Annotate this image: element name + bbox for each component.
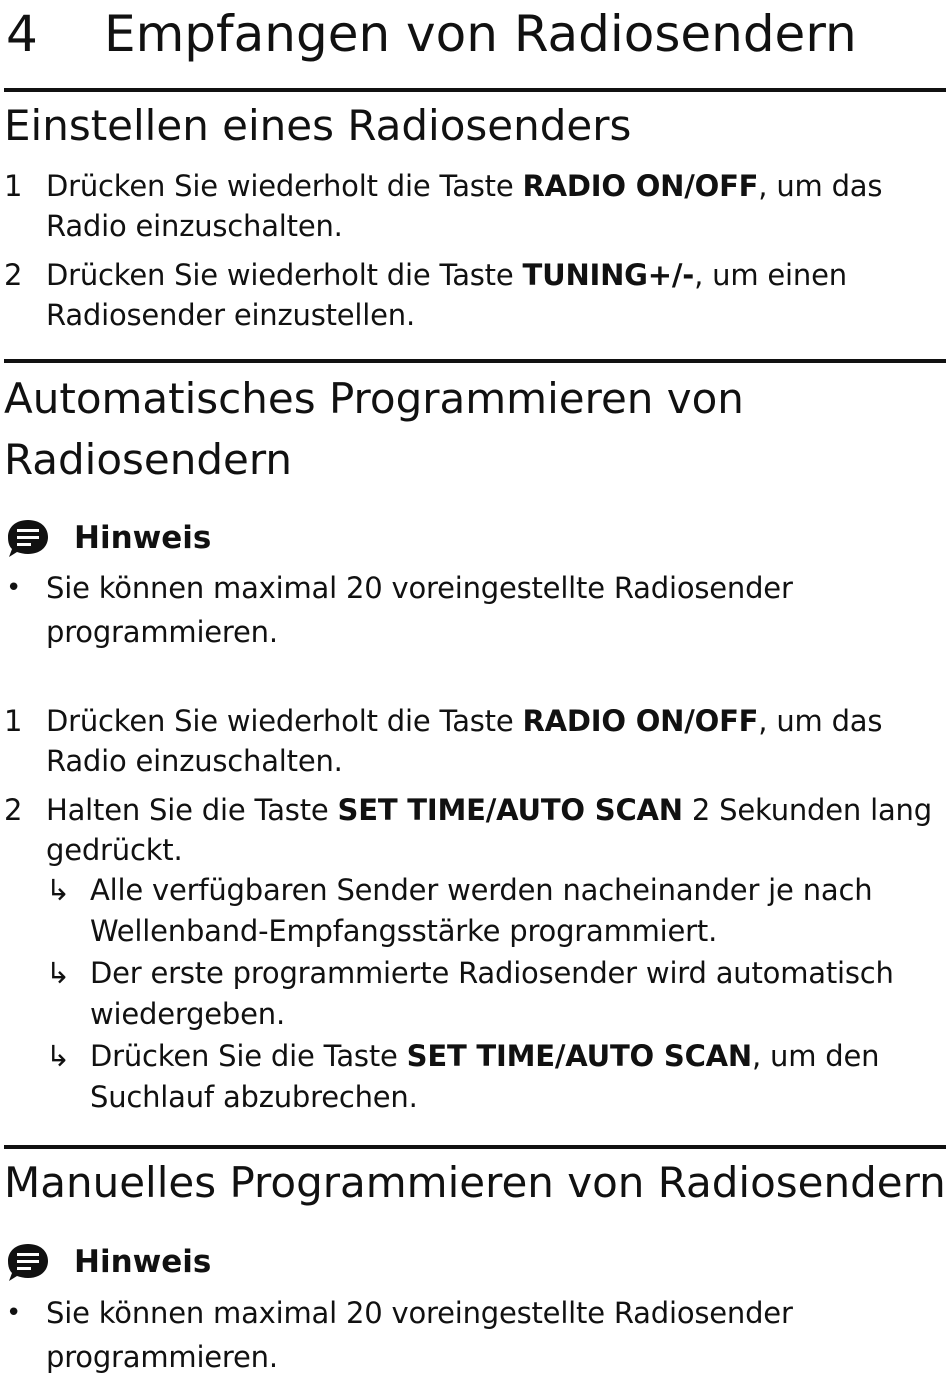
chapter-number: 4 [6, 5, 38, 63]
bullet: • [6, 1298, 22, 1328]
section-title: Einstellen eines Radiosenders [4, 101, 632, 150]
section-title: Manuelles Programmieren von Radiosendern [4, 1158, 946, 1207]
note-title: Hinweis [74, 1244, 212, 1280]
step-number: 2 [4, 793, 23, 827]
key-label: RADIO ON/OFF [522, 169, 759, 203]
result-arrow-icon: ↳ [46, 1039, 71, 1073]
bullet: • [6, 573, 22, 603]
key-label: TUNING+/- [522, 258, 695, 292]
step-text: Halten Sie die Taste SET TIME/AUTO SCAN 2 Sekunden lang [46, 793, 932, 827]
divider [4, 88, 946, 92]
note-text: Sie können maximal 20 voreingestellte Radiosender [46, 571, 793, 605]
divider [4, 1145, 946, 1149]
key-label: SET TIME/AUTO SCAN [406, 1039, 752, 1073]
note-text: Sie können maximal 20 voreingestellte Radiosender [46, 1296, 793, 1330]
step-number: 1 [4, 704, 23, 738]
result-arrow-icon: ↳ [46, 956, 71, 990]
result-text: Der erste programmierte Radiosender wird automatisch [90, 956, 894, 990]
note-text-continued: programmieren. [46, 1340, 278, 1374]
step-text-continued: Radio einzuschalten. [46, 744, 343, 778]
key-label: RADIO ON/OFF [522, 704, 759, 738]
result-text-continued: Suchlauf abzubrechen. [90, 1080, 418, 1114]
key-label: SET TIME/AUTO SCAN [337, 793, 683, 827]
step-text-continued: gedrückt. [46, 833, 183, 867]
note-icon [6, 1242, 50, 1282]
section-title-continued: Radiosendern [4, 435, 293, 484]
step-text-continued: Radiosender einzustellen. [46, 298, 415, 332]
step-text-continued: Radio einzuschalten. [46, 209, 343, 243]
result-text-continued: wiedergeben. [90, 997, 285, 1031]
step-text: Drücken Sie wiederholt die Taste TUNING+/-, um einen [46, 258, 847, 292]
chapter-title: Empfangen von Radiosendern [104, 5, 857, 63]
step-number: 2 [4, 258, 23, 292]
step-number: 1 [4, 169, 23, 203]
step-text: Drücken Sie wiederholt die Taste RADIO ON/OFF, um das [46, 704, 883, 738]
note-text-continued: programmieren. [46, 615, 278, 649]
result-text: Alle verfügbaren Sender werden nacheinander je nach [90, 873, 873, 907]
result-text-continued: Wellenband-Empfangsstärke programmiert. [90, 914, 718, 948]
note-title: Hinweis [74, 520, 212, 556]
divider [4, 359, 946, 363]
step-text: Drücken Sie wiederholt die Taste RADIO ON/OFF, um das [46, 169, 883, 203]
note-icon [6, 518, 50, 558]
result-arrow-icon: ↳ [46, 873, 71, 907]
result-text: Drücken Sie die Taste SET TIME/AUTO SCAN, um den [90, 1039, 880, 1073]
section-title: Automatisches Programmieren von [4, 374, 744, 423]
